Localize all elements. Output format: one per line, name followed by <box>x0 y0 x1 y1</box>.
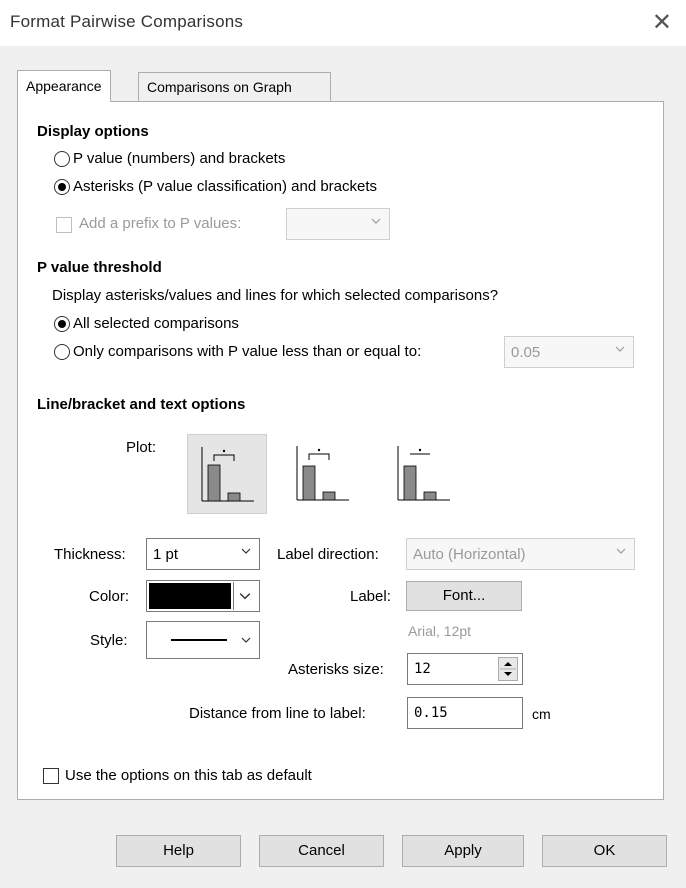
radio-only-comparisons[interactable] <box>54 344 70 360</box>
label-direction-label: Label direction: <box>277 546 379 563</box>
distance-unit: cm <box>532 706 551 722</box>
close-icon[interactable]: ✕ <box>651 8 672 36</box>
font-button[interactable]: Font... <box>406 581 522 611</box>
use-as-default-label: Use the options on this tab as default <box>65 767 312 784</box>
threshold-heading: P value threshold <box>37 259 162 276</box>
cancel-button[interactable]: Cancel <box>259 835 384 867</box>
chevron-down-icon <box>615 344 625 354</box>
tab-appearance[interactable]: Appearance <box>17 70 111 102</box>
prefix-select[interactable] <box>286 208 390 240</box>
radio-asterisks-label: Asterisks (P value classification) and brackets <box>73 178 378 195</box>
radio-asterisks[interactable] <box>54 179 70 195</box>
help-button[interactable]: Help <box>116 835 241 867</box>
thickness-value: 1 pt <box>153 546 179 563</box>
threshold-question: Display asterisks/values and lines for which selected comparisons? <box>52 287 499 304</box>
radio-p-value-label: P value (numbers) and brackets <box>73 150 286 167</box>
appearance-panel <box>17 101 664 800</box>
asterisks-size-value: 12 <box>414 661 431 677</box>
color-dropdown-button[interactable] <box>233 582 257 610</box>
tab-comparisons-on-graph[interactable]: Comparisons on Graph <box>138 72 331 101</box>
ok-button[interactable]: OK <box>542 835 667 867</box>
style-label: Style: <box>90 632 128 649</box>
line-style-preview <box>171 639 227 641</box>
bracket-short-style-icon <box>287 434 365 512</box>
line-style-icon <box>388 434 466 512</box>
apply-button[interactable]: Apply <box>402 835 524 867</box>
chevron-down-icon <box>241 546 251 556</box>
spinner-buttons[interactable] <box>498 657 518 681</box>
radio-all-label: All selected comparisons <box>73 315 239 332</box>
asterisks-size-label: Asterisks size: <box>288 661 384 678</box>
plot-style-bracket-short[interactable] <box>287 434 367 514</box>
radio-all-comparisons[interactable] <box>54 316 70 332</box>
prefix-checkbox[interactable] <box>56 217 72 233</box>
spinner-arrows-icon <box>499 658 517 680</box>
plot-style-line[interactable] <box>388 434 468 514</box>
color-label: Color: <box>89 588 130 605</box>
plot-label: Plot: <box>126 439 157 456</box>
display-options-heading: Display options <box>37 123 149 140</box>
window-title: Format Pairwise Comparisons <box>10 12 244 31</box>
distance-label: Distance from line to label: <box>189 705 366 722</box>
prefix-label: Add a prefix to P values: <box>79 215 242 232</box>
asterisks-size-spinner[interactable] <box>407 653 523 685</box>
thickness-select[interactable] <box>146 538 260 570</box>
line-options-heading: Line/bracket and text options <box>37 396 246 413</box>
threshold-value: 0.05 <box>511 344 541 361</box>
distance-value: 0.15 <box>414 705 448 721</box>
bracket-style-icon <box>188 435 266 513</box>
style-select[interactable] <box>146 621 260 659</box>
color-select[interactable] <box>146 580 260 612</box>
distance-input[interactable] <box>407 697 523 729</box>
label-direction-value: Auto (Horizontal) <box>413 546 526 563</box>
use-as-default-checkbox[interactable] <box>43 768 59 784</box>
label-label: Label: <box>350 588 391 605</box>
title-bar <box>0 0 686 46</box>
thickness-label: Thickness: <box>54 546 126 563</box>
chevron-down-icon <box>239 590 251 602</box>
radio-p-value[interactable] <box>54 151 70 167</box>
radio-only-label: Only comparisons with P value less than or equal to: <box>73 343 422 360</box>
chevron-down-icon <box>371 216 381 226</box>
chevron-down-icon <box>616 546 626 556</box>
threshold-select[interactable] <box>504 336 634 368</box>
color-swatch <box>149 583 231 609</box>
plot-style-bracket[interactable] <box>187 434 267 514</box>
chevron-down-icon <box>241 635 251 645</box>
label-direction-select[interactable] <box>406 538 635 570</box>
font-description: Arial, 12pt <box>408 623 472 639</box>
